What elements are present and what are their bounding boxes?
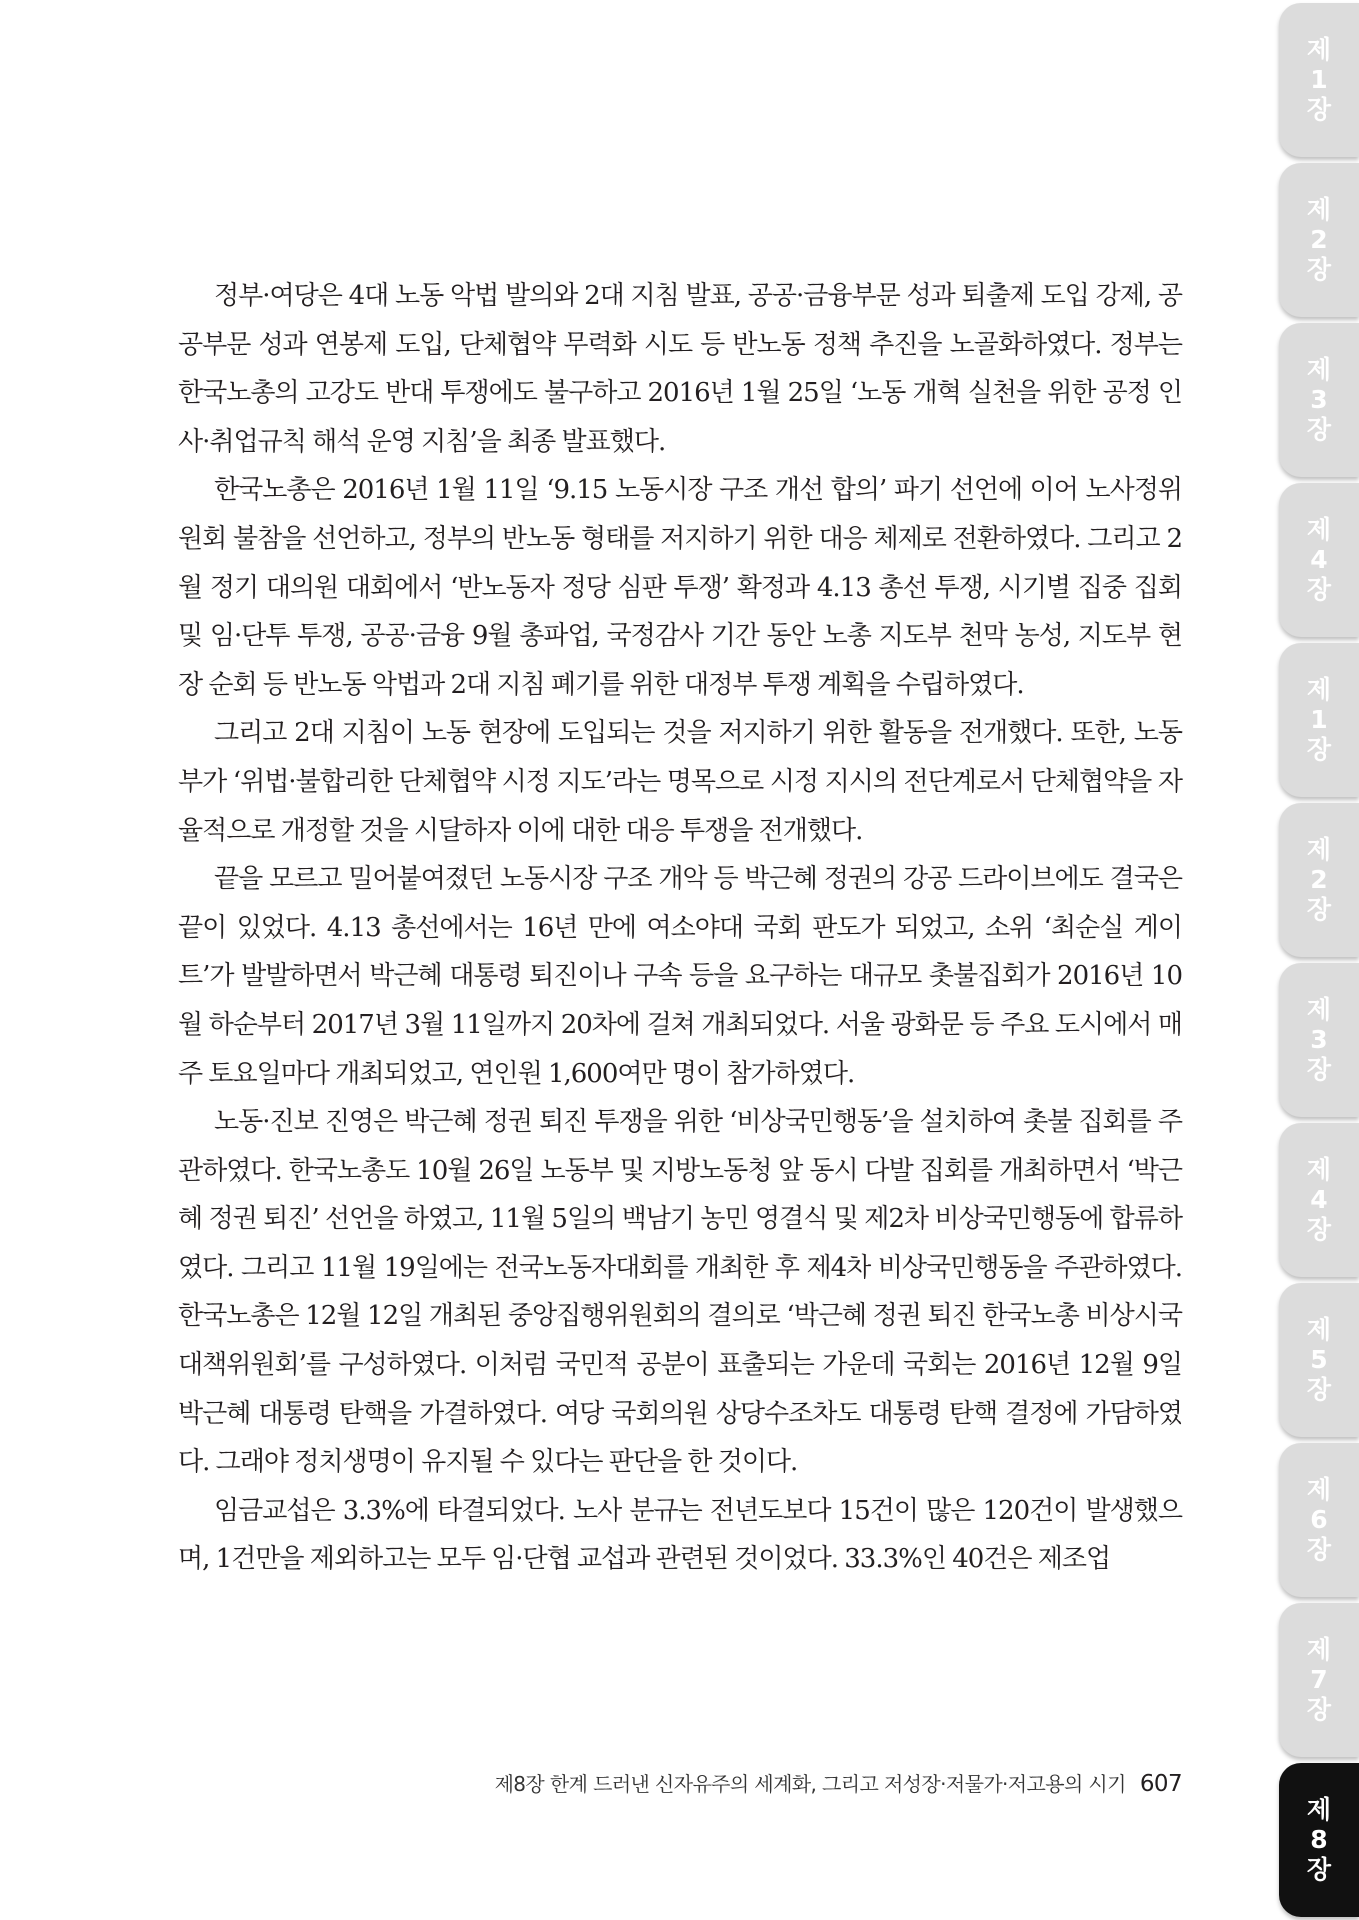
page-footer bbox=[360, 1768, 1182, 1797]
paragraph: 한국노총은 2016년 1월 11일 ‘9.15 노동시장 구조 개선 합의’ 파기 선언에 이어 노사정위원회 불참을 선언하고, 정부의 반노동 형태를 저지하기 위한 대응 체제로 전환하였다. 그리고 2월 정기 대의원 대회에서 ‘반노동자 정당 심판 투쟁’ 확정과 4.13 총선 투쟁, 시기별 집중 집회 및 임·단투 투쟁, 공공·금융 9월 총파업, 국정감사 기간 동안 노총 지도부 천막 농성, 지도부 현장 순회 등 반노동 악법과 2대 지침 폐기를 위한 대정부 투쟁 계획을 수립하였다. bbox=[178, 475, 1182, 700]
running-title: 제8장 한계 드러낸 신자유주의 세계화, 그리고 저성장·저물가·저고용의 시기 bbox=[494, 1772, 1126, 1796]
chapter-tab-label: 제4장 bbox=[1306, 1155, 1332, 1244]
chapter-tab-label: 제3장 bbox=[1306, 995, 1332, 1084]
chapter-tab-label: 제4장 bbox=[1306, 515, 1332, 604]
chapter-tab-8[interactable] bbox=[1279, 1123, 1359, 1277]
chapter-tab-1[interactable] bbox=[1279, 3, 1359, 157]
paragraph: 끝을 모르고 밀어붙여졌던 노동시장 구조 개악 등 박근혜 정권의 강공 드라이브에도 결국은 끝이 있었다. 4.13 총선에서는 16년 만에 여소야대 국회 판도가 되었고, 소위 ‘최순실 게이트’가 발발하면서 박근혜 대통령 퇴진이나 구속 등을 요구하는 대규모 촛불집회가 2016년 10월 하순부터 2017년 3월 11일까지 20차에 걸쳐 개최되었다. 서울 광화문 등 주요 도시에서 매주 토요일마다 개최되었고, 연인원 1,600여만 명이 참가하였다. bbox=[178, 864, 1182, 1089]
chapter-tab-10[interactable] bbox=[1279, 1443, 1359, 1597]
chapter-tab-9[interactable] bbox=[1279, 1283, 1359, 1437]
chapter-tab-3[interactable] bbox=[1279, 323, 1359, 477]
chapter-tab-label: 제6장 bbox=[1306, 1475, 1332, 1564]
chapter-tab-4[interactable] bbox=[1279, 483, 1359, 637]
chapter-tab-2[interactable] bbox=[1279, 163, 1359, 317]
body-text bbox=[178, 272, 1182, 1584]
chapter-tab-label: 제2장 bbox=[1306, 195, 1332, 284]
chapter-tab-5[interactable] bbox=[1279, 643, 1359, 797]
chapter-tab-label: 제1장 bbox=[1306, 35, 1332, 124]
chapter-tab-11[interactable] bbox=[1279, 1603, 1359, 1757]
chapter-tab-label: 제5장 bbox=[1306, 1315, 1332, 1404]
chapter-tab-label: 제7장 bbox=[1306, 1635, 1332, 1724]
page-number: 607 bbox=[1139, 1771, 1182, 1797]
chapter-tab-12-active[interactable] bbox=[1279, 1763, 1359, 1917]
chapter-tab-label: 제8장 bbox=[1306, 1795, 1332, 1884]
chapter-tab-label: 제2장 bbox=[1306, 835, 1332, 924]
chapter-tabs bbox=[1279, 0, 1359, 1920]
chapter-tab-label: 제1장 bbox=[1306, 675, 1332, 764]
paragraph: 임금교섭은 3.3%에 타결되었다. 노사 분규는 전년도보다 15건이 많은 120건이 발생했으며, 1건만을 제외하고는 모두 임·단협 교섭과 관련된 것이었다. 33.3%인 40건은 제조업 bbox=[178, 1495, 1182, 1575]
chapter-tab-label: 제3장 bbox=[1306, 355, 1332, 444]
paragraph: 노동·진보 진영은 박근혜 정권 퇴진 투쟁을 위한 ‘비상국민행동’을 설치하여 촛불 집회를 주관하였다. 한국노총도 10월 26일 노동부 및 지방노동청 앞 동시 다발 집회를 개최하면서 ‘박근혜 정권 퇴진’ 선언을 하였고, 11월 5일의 백남기 농민 영결식 및 제2차 비상국민행동에 합류하였다. 그리고 11월 19일에는 전국노동자대회를 개최한 후 제4차 비상국민행동을 주관하였다. 한국노총은 12월 12일 개최된 중앙집행위원회의 결의로 ‘박근혜 정권 퇴진 한국노총 비상시국 대책위원회’를 구성하였다. 이처럼 국민적 공분이 표출되는 가운데 국회는 2016년 12월 9일 박근혜 대통령 탄핵을 가결하였다. 여당 국회의원 상당수조차도 대통령 탄핵 결정에 가담하였다. 그래야 정치생명이 유지될 수 있다는 판단을 한 것이다. bbox=[178, 1107, 1182, 1478]
chapter-tab-6[interactable] bbox=[1279, 803, 1359, 957]
paragraph: 정부·여당은 4대 노동 악법 발의와 2대 지침 발표, 공공·금융부문 성과 퇴출제 도입 강제, 공공부문 성과 연봉제 도입, 단체협약 무력화 시도 등 반노동 정책 추진을 노골화하였다. 정부는 한국노총의 고강도 반대 투쟁에도 불구하고 2016년 1월 25일 ‘노동 개혁 실천을 위한 공정 인사·취업규칙 해석 운영 지침’을 최종 발표했다. bbox=[178, 281, 1182, 457]
chapter-tab-7[interactable] bbox=[1279, 963, 1359, 1117]
paragraph: 그리고 2대 지침이 노동 현장에 도입되는 것을 저지하기 위한 활동을 전개했다. 또한, 노동부가 ‘위법·불합리한 단체협약 시정 지도’라는 명목으로 시정 지시의 전단계로서 단체협약을 자율적으로 개정할 것을 시달하자 이에 대한 대응 투쟁을 전개했다. bbox=[178, 718, 1182, 846]
